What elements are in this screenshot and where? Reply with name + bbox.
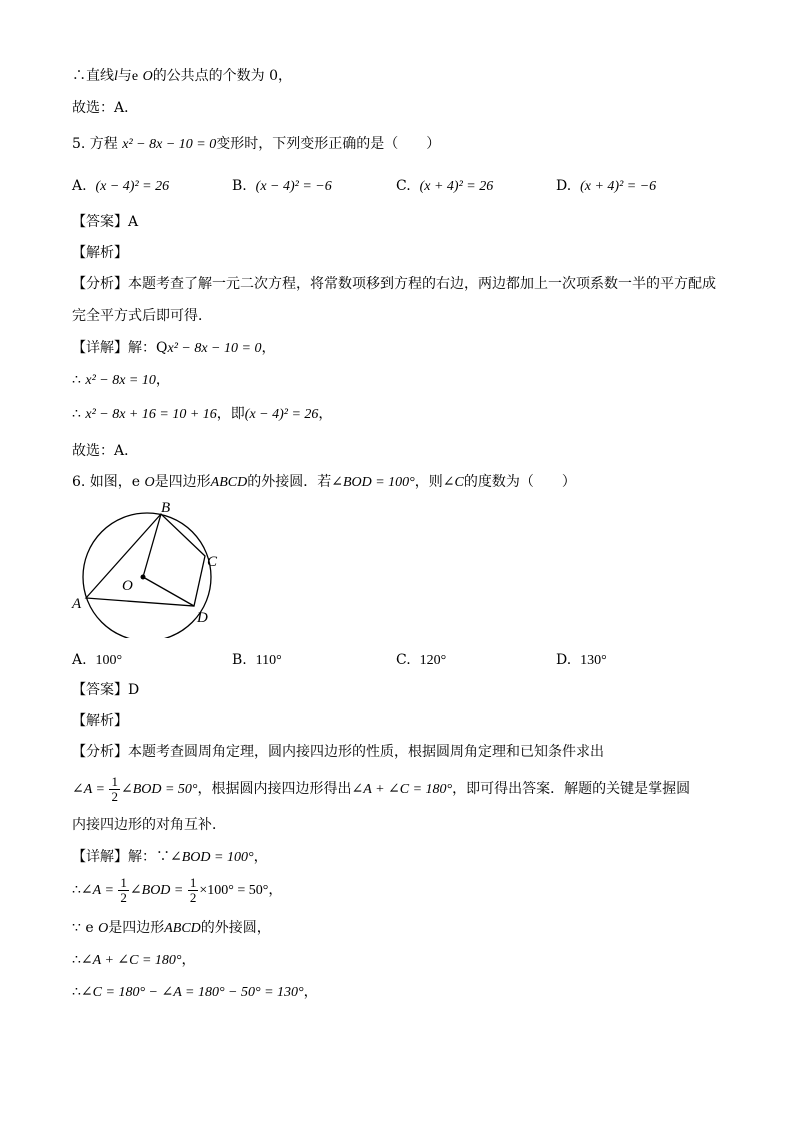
answer-tag: 【答案】 — [72, 682, 128, 698]
numerator: 1 — [120, 874, 127, 890]
q6-answer — [72, 680, 139, 700]
label-o: O — [122, 578, 133, 594]
text: 5. 方程 — [72, 136, 123, 152]
equation: ∠A = — [80, 883, 118, 898]
q5-option-d — [556, 176, 656, 197]
analysis-tag: 【分析】 — [72, 744, 128, 760]
text: ∴ — [72, 372, 86, 388]
text: 的公共点的个数为 0， — [152, 68, 293, 84]
q6-option-a — [72, 650, 122, 671]
answer-tag: 【答案】 — [72, 214, 128, 230]
option-value: 120° — [419, 653, 447, 668]
answer-value: D — [128, 682, 140, 698]
text: 的外接圆， — [200, 920, 271, 936]
text: 是四边形 — [154, 474, 211, 490]
equation: ∠A = — [72, 782, 109, 797]
question-6-stem — [72, 472, 576, 493]
denominator: 2 — [189, 889, 197, 905]
q5-answer — [72, 212, 138, 232]
q6-analysis-1 — [72, 742, 604, 762]
equation: ∠A + ∠C = 180° — [351, 782, 453, 797]
q6-analysis-3: 内接四边形的对角互补． — [72, 817, 226, 833]
detail-tag: 【详解】 — [72, 849, 128, 865]
equation: ∠A + ∠C = 180° — [80, 953, 182, 968]
equation: ∠BOD = 50° — [120, 782, 198, 797]
q6-option-d — [556, 650, 607, 671]
text: ， — [253, 849, 268, 865]
option-value: 130° — [580, 653, 607, 668]
option-label: C. — [396, 652, 411, 668]
analysis-tag: 【分析】 — [72, 276, 128, 292]
q5-jiexi-tag: 【解析】 — [72, 245, 128, 261]
denominator: 2 — [120, 889, 127, 905]
q6-detail-4 — [72, 950, 196, 971]
q5-option-b — [232, 176, 332, 197]
numerator: 1 — [111, 773, 118, 789]
equation: ×100° = 50° — [199, 883, 269, 898]
text: ， — [155, 372, 170, 388]
math-o: O — [98, 921, 109, 936]
q5-detail-2 — [72, 370, 170, 391]
text: ∴直线 — [72, 68, 114, 84]
q5-option-c — [396, 176, 493, 197]
text: ，即可得出答案．解题的关键是掌握圆 — [452, 781, 691, 797]
fraction — [188, 876, 199, 905]
equation: x² − 8x + 16 = 10 + 16 — [85, 407, 217, 422]
text: ，则 — [414, 474, 443, 490]
center-point — [141, 575, 146, 580]
math-abcd: ABCD — [164, 921, 201, 936]
option-label: D. — [556, 178, 572, 194]
label-c: C — [207, 554, 218, 570]
option-label: B. — [232, 178, 247, 194]
q6-jiexi-tag: 【解析】 — [72, 713, 128, 729]
option-label: D. — [556, 652, 572, 668]
text: 6. 如图，e — [72, 474, 141, 490]
label-b: B — [161, 500, 171, 516]
option-label: A. — [72, 652, 87, 668]
math-o: O — [142, 69, 153, 84]
option-label: A. — [72, 178, 87, 194]
text: ∴ — [72, 406, 86, 422]
fraction — [109, 775, 120, 804]
option-value: 100° — [95, 653, 123, 668]
label-a: A — [72, 596, 82, 612]
text: 本题考查了解一元二次方程，将常数项移到方程的右边，两边都加上一次项系数一半的平方配成 — [128, 276, 716, 292]
circle-symbol: e — [131, 69, 139, 84]
q6-detail-5 — [72, 982, 318, 1003]
option-label: B. — [232, 652, 247, 668]
text: 变形时，下列变形正确的是（ ） — [216, 136, 441, 152]
detail-tag: 【详解】 — [72, 340, 128, 356]
option-expr: (x + 4)² = 26 — [419, 179, 494, 194]
answer-value: A — [128, 214, 139, 230]
equation: ∠C — [442, 475, 464, 490]
text: 本题考查圆周角定理，圆内接四边形的性质，根据圆周角定理和已知条件求出 — [128, 744, 604, 760]
text: ，根据圆内接四边形得出 — [197, 781, 352, 797]
q5-detail-1 — [72, 338, 275, 359]
equation: x² − 8x = 10 — [85, 373, 156, 388]
text: ∴ — [72, 882, 81, 898]
text: ， — [181, 952, 196, 968]
equation: ∠BOD = 100° — [170, 850, 254, 865]
q5-analysis-2: 完全平方式后即可得． — [72, 308, 212, 324]
equation: x² − 8x − 10 = 0 — [167, 341, 262, 356]
math-l: l — [114, 69, 118, 84]
equation: ∠BOD = 100° — [331, 475, 415, 490]
fraction — [118, 876, 129, 905]
text: ， — [268, 882, 283, 898]
q6-detail-1 — [72, 847, 268, 868]
math-abcd: ABCD — [210, 475, 248, 490]
q5-analysis-1 — [72, 274, 716, 294]
text: ∵ e — [72, 920, 94, 936]
q5-option-a — [72, 176, 169, 197]
q5-select: 故选：A． — [72, 443, 139, 459]
circumcircle — [83, 513, 211, 638]
equation: x² − 8x − 10 = 0 — [122, 137, 217, 152]
option-expr: (x + 4)² = −6 — [580, 179, 657, 194]
option-value: 110° — [255, 653, 282, 668]
conclusion-line — [72, 66, 292, 87]
numerator: 1 — [189, 874, 197, 890]
text: ， — [318, 406, 333, 422]
text: 与 — [117, 68, 132, 84]
select-line: 故选：A． — [72, 100, 139, 116]
equation: ∠BOD = — [129, 883, 187, 898]
q6-analysis-2 — [72, 772, 690, 807]
text: 的外接圆．若 — [247, 474, 332, 490]
equation: (x − 4)² = 26 — [244, 407, 319, 422]
question-5-stem — [72, 134, 440, 155]
equation: ∠C = 180° − ∠A = 180° − 50° = 130° — [80, 985, 304, 1000]
option-expr: (x − 4)² = 26 — [95, 179, 170, 194]
text: 解：Q — [128, 340, 168, 356]
q6-detail-3 — [72, 918, 271, 939]
q6-option-c — [396, 650, 446, 671]
label-d: D — [197, 610, 208, 626]
text: ， — [261, 340, 276, 356]
option-expr: (x − 4)² = −6 — [255, 179, 332, 194]
denominator: 2 — [111, 788, 118, 804]
q6-option-b — [232, 650, 282, 671]
text: 是四边形 — [108, 920, 165, 936]
text: ， — [303, 984, 318, 1000]
math-o: O — [144, 475, 155, 490]
text: ，即 — [216, 406, 245, 422]
segment-od — [143, 577, 194, 606]
text: 的度数为（ ） — [463, 474, 576, 490]
circle-quadrilateral-figure — [70, 498, 230, 638]
text: ∴ — [72, 984, 81, 1000]
q6-detail-2 — [72, 873, 282, 908]
text: ∴ — [72, 952, 81, 968]
option-label: C. — [396, 178, 411, 194]
q5-detail-3 — [72, 404, 332, 425]
text: 解：∵ — [128, 849, 170, 865]
